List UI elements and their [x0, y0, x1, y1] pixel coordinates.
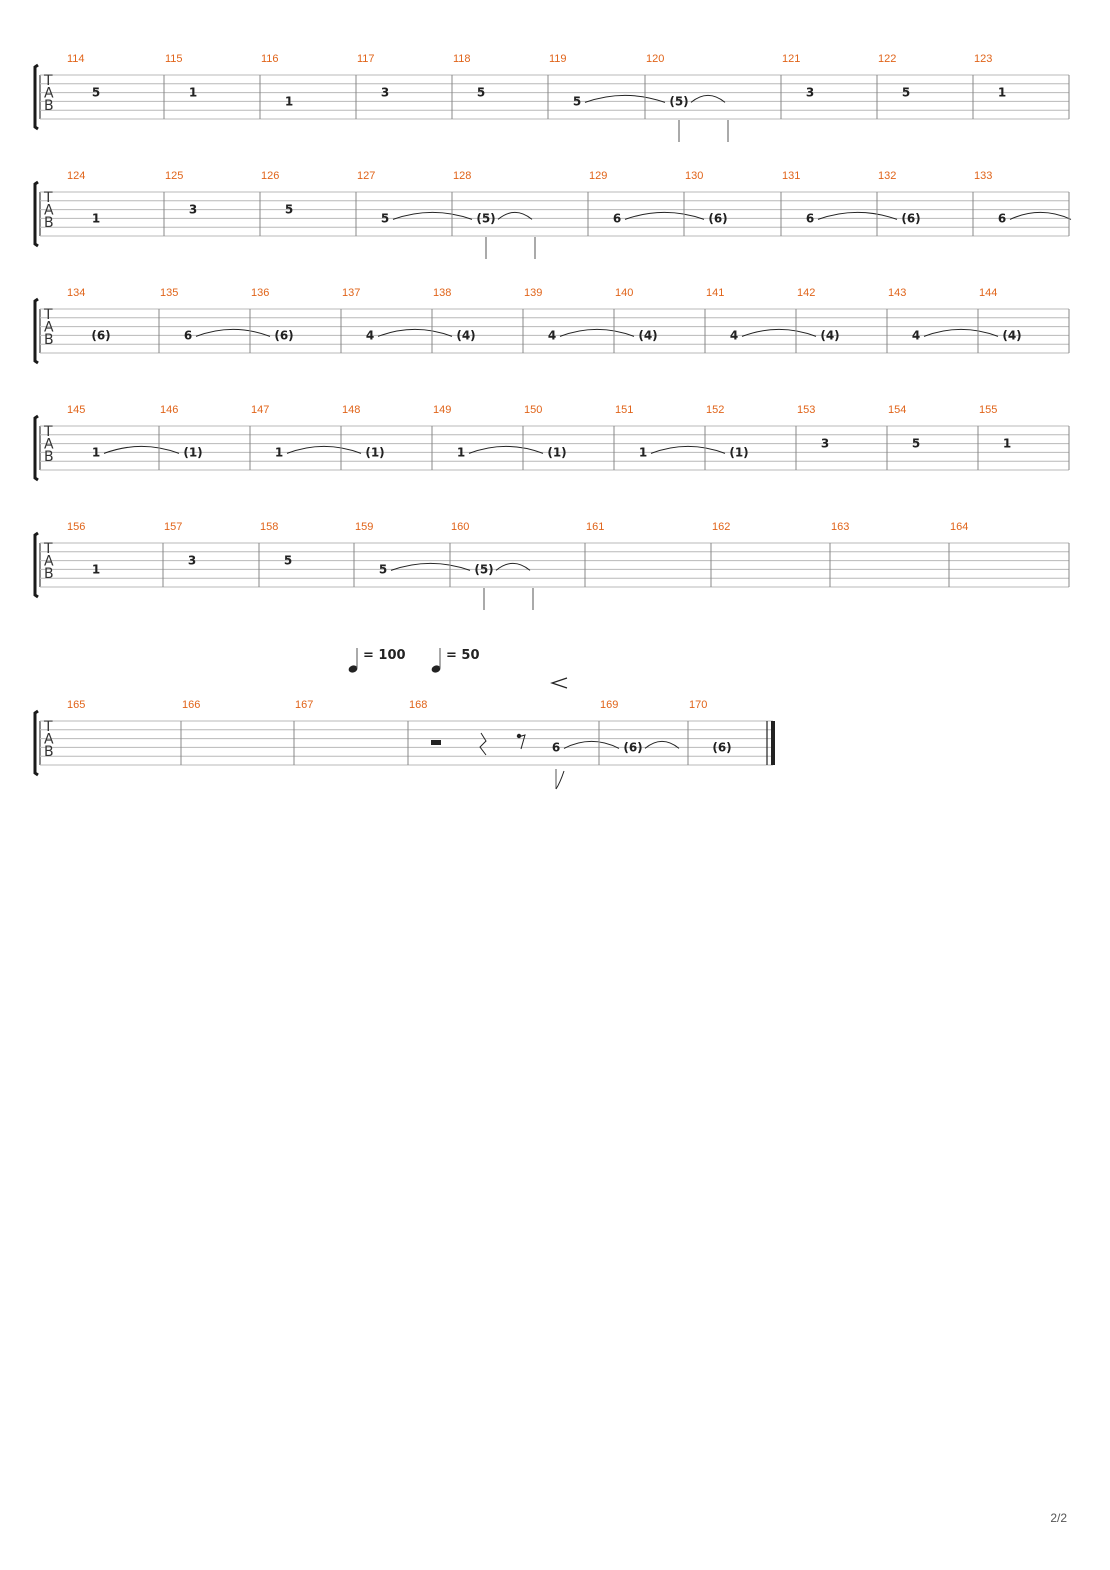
fret-number: (6)	[901, 211, 921, 226]
measure-number: 158	[260, 521, 279, 533]
fret-number: 3	[820, 436, 830, 451]
fret-number: 1	[456, 445, 466, 460]
fret-number: (5)	[476, 211, 496, 226]
tab-clef-letter: A	[44, 436, 54, 453]
fret-number: 6	[183, 328, 193, 343]
tab-clef-letter: A	[44, 85, 54, 102]
measure-number: 155	[979, 404, 998, 416]
fret-number: 4	[365, 328, 375, 343]
measure-number: 133	[974, 170, 993, 182]
staff-system	[35, 404, 1069, 480]
fret-number: (1)	[183, 445, 203, 460]
fret-number: 5	[476, 85, 486, 100]
fret-number: (5)	[669, 94, 689, 109]
measure-number: 148	[342, 404, 361, 416]
measure-number: 151	[615, 404, 634, 416]
measure-number: 144	[979, 287, 998, 299]
fret-number: (6)	[91, 328, 111, 343]
measure-number: 142	[797, 287, 816, 299]
measure-number: 118	[453, 53, 471, 65]
fret-number: (6)	[712, 740, 732, 755]
tab-clef-letter: A	[44, 553, 54, 570]
tab-clef-letter: A	[44, 319, 54, 336]
fret-number: 4	[547, 328, 557, 343]
tab-clef-letter: T	[44, 307, 53, 323]
page-number: 2/2	[1050, 1511, 1067, 1525]
measure-number: 145	[67, 404, 86, 416]
measure-number: 132	[878, 170, 897, 182]
crescendo-hairpin	[552, 678, 567, 688]
measure-number: 169	[600, 699, 619, 711]
fret-number: 5	[378, 562, 388, 577]
measure-number: 115	[165, 53, 183, 65]
measure-number: 121	[782, 53, 801, 65]
fret-number: (1)	[365, 445, 385, 460]
quarter-rest	[480, 733, 486, 755]
measure-number: 150	[524, 404, 543, 416]
measure-number: 122	[878, 53, 897, 65]
measure-number: 157	[164, 521, 183, 533]
fret-number: 1	[91, 445, 101, 460]
system-bracket	[35, 533, 38, 597]
fret-number: 3	[805, 85, 815, 100]
measure-number: 162	[712, 521, 731, 533]
fret-number: 1	[284, 94, 294, 109]
measure-number: 147	[251, 404, 270, 416]
tab-clef-letter: T	[44, 73, 53, 89]
fret-number: (4)	[456, 328, 476, 343]
tab-clef-letter: B	[44, 566, 54, 582]
measure-number: 154	[888, 404, 907, 416]
fret-number: (5)	[474, 562, 494, 577]
measure-number: 120	[646, 53, 665, 65]
measure-number: 123	[974, 53, 993, 65]
staff-system	[35, 699, 773, 789]
measure-number: 138	[433, 287, 452, 299]
fret-number: (4)	[1002, 328, 1022, 343]
measure-number: 116	[261, 53, 279, 65]
measure-number: 170	[689, 699, 708, 711]
staff-system	[35, 521, 1069, 610]
staff-system	[35, 53, 1069, 142]
fret-number: 4	[729, 328, 739, 343]
measure-number: 159	[355, 521, 374, 533]
measure-number: 139	[524, 287, 543, 299]
measure-number: 135	[160, 287, 179, 299]
measure-number: 167	[295, 699, 314, 711]
fret-number: 3	[188, 202, 198, 217]
measure-number: 126	[261, 170, 280, 182]
fret-number: 5	[91, 85, 101, 100]
measure-number: 164	[950, 521, 969, 533]
fret-number: (6)	[708, 211, 728, 226]
staff-system	[35, 287, 1069, 363]
measure-number: 140	[615, 287, 634, 299]
system-bracket	[35, 416, 38, 480]
measure-number: 146	[160, 404, 179, 416]
measure-number: 125	[165, 170, 184, 182]
measure-number: 156	[67, 521, 86, 533]
system-bracket	[35, 711, 38, 775]
fret-number: 5	[901, 85, 911, 100]
tab-clef-letter: A	[44, 731, 54, 748]
tab-clef-letter: B	[44, 215, 54, 231]
fret-number: 4	[911, 328, 921, 343]
fret-number: 6	[551, 740, 561, 755]
tab-clef-letter: A	[44, 202, 54, 219]
measure-number: 127	[357, 170, 376, 182]
fret-number: (1)	[547, 445, 567, 460]
tempo-marking	[431, 648, 480, 674]
staff-system	[35, 170, 1071, 259]
fret-number: 1	[997, 85, 1007, 100]
measure-number: 149	[433, 404, 452, 416]
tempo-marking	[348, 648, 406, 674]
measure-number: 161	[586, 521, 605, 533]
fret-number: 1	[1002, 436, 1012, 451]
measure-number: 134	[67, 287, 86, 299]
tab-clef-letter: T	[44, 424, 53, 440]
fret-number: 5	[284, 202, 294, 217]
system-bracket	[35, 182, 38, 246]
measure-number: 130	[685, 170, 704, 182]
tab-clef-letter: B	[44, 98, 54, 114]
measure-number: 165	[67, 699, 86, 711]
measure-number: 163	[831, 521, 850, 533]
measure-number: 152	[706, 404, 725, 416]
fret-number: 6	[805, 211, 815, 226]
system-bracket	[35, 299, 38, 363]
fret-number: 5	[572, 94, 582, 109]
measure-number: 143	[888, 287, 907, 299]
measure-number: 124	[67, 170, 86, 182]
fret-number: 5	[283, 553, 293, 568]
measure-number: 153	[797, 404, 816, 416]
fret-number: 1	[274, 445, 284, 460]
tab-clef-letter: B	[44, 332, 54, 348]
tab-clef-letter: T	[44, 541, 53, 557]
measure-number: 137	[342, 287, 361, 299]
half-rest	[431, 740, 441, 745]
fret-number: 1	[91, 211, 101, 226]
tempo-value: = 100	[363, 648, 406, 663]
measure-number: 168	[409, 699, 428, 711]
tab-clef-letter: T	[44, 719, 53, 735]
tempo-value: = 50	[446, 648, 480, 663]
measure-number: 160	[451, 521, 470, 533]
fret-number: (6)	[274, 328, 294, 343]
measure-number: 131	[782, 170, 801, 182]
fret-number: 6	[612, 211, 622, 226]
measure-number: 141	[706, 287, 725, 299]
measure-number: 136	[251, 287, 270, 299]
measure-number: 117	[357, 53, 375, 65]
system-bracket	[35, 65, 38, 129]
note-flag	[556, 771, 564, 789]
fret-number: 3	[380, 85, 390, 100]
fret-number: 3	[187, 553, 197, 568]
fret-number: 5	[380, 211, 390, 226]
measure-number: 114	[67, 53, 85, 65]
fret-number: (4)	[638, 328, 658, 343]
fret-number: (4)	[820, 328, 840, 343]
fret-number: 1	[91, 562, 101, 577]
fret-number: (1)	[729, 445, 749, 460]
fret-number: 6	[997, 211, 1007, 226]
fret-number: 1	[188, 85, 198, 100]
fret-number: 5	[911, 436, 921, 451]
tab-clef-letter: B	[44, 744, 54, 760]
tab-clef-letter: B	[44, 449, 54, 465]
tab-clef-letter: T	[44, 190, 53, 206]
fret-number: 1	[638, 445, 648, 460]
measure-number: 129	[589, 170, 608, 182]
measure-number: 166	[182, 699, 201, 711]
measure-number: 119	[549, 53, 567, 65]
measure-number: 128	[453, 170, 472, 182]
fret-number: (6)	[623, 740, 643, 755]
